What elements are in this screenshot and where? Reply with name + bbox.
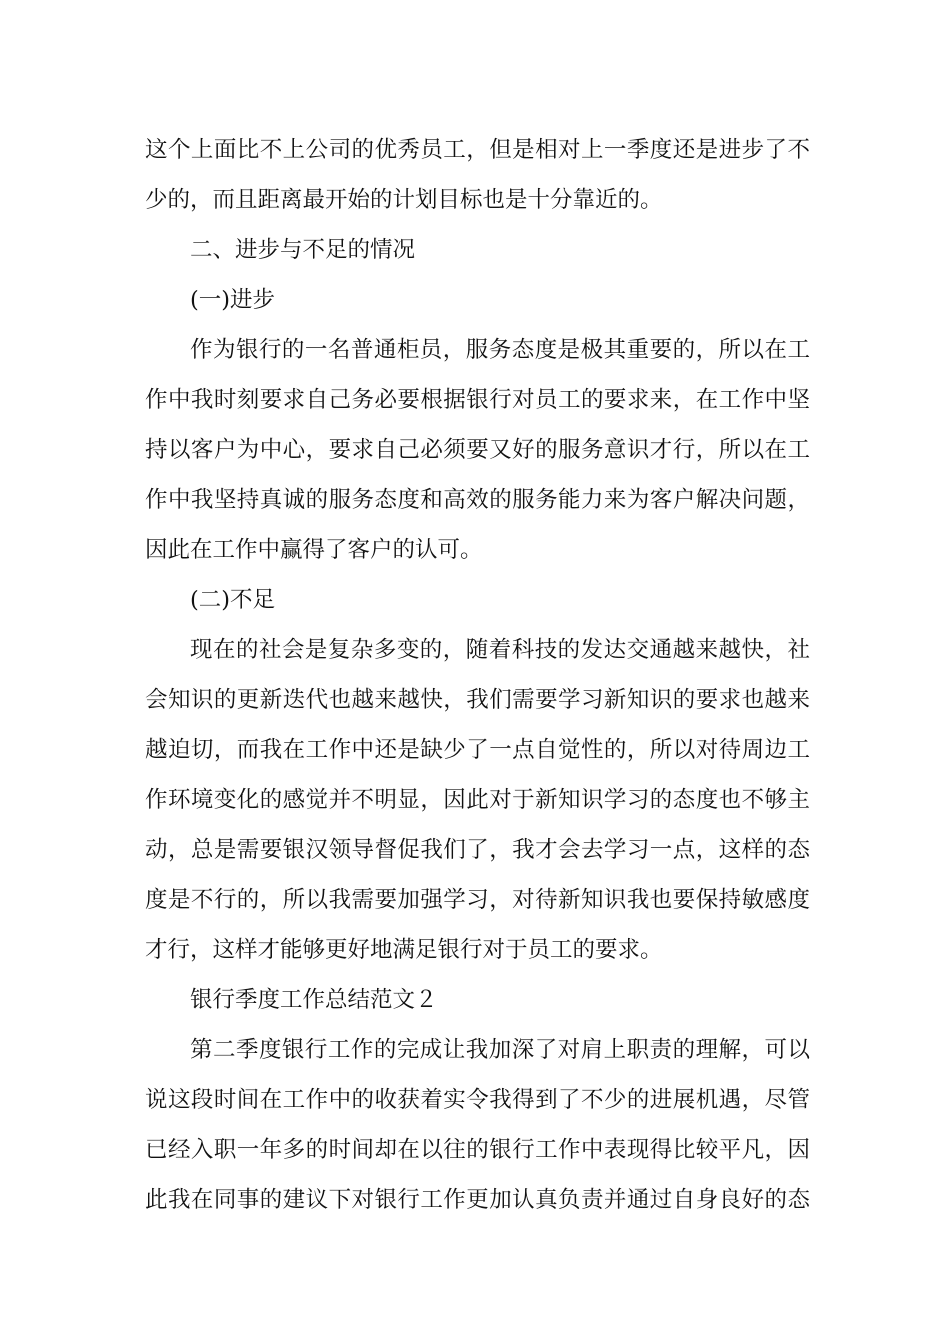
text-line: 此我在同事的建议下对银行工作更加认真负责并通过自身良好的态 bbox=[145, 1187, 810, 1213]
subsection-heading: (一)进步 bbox=[190, 287, 276, 313]
text-line: 作为银行的一名普通柜员，服务态度是极其重要的，所以在工 bbox=[190, 337, 810, 363]
text-line: 度是不行的，所以我需要加强学习，对待新知识我也要保持敏感度 bbox=[145, 887, 810, 913]
text-line: 已经入职一年多的时间却在以往的银行工作中表现得比较平凡，因 bbox=[145, 1137, 810, 1163]
text-line: 少的，而且距离最开始的计划目标也是十分靠近的。 bbox=[145, 187, 663, 213]
section-heading: 二、进步与不足的情况 bbox=[190, 237, 416, 263]
text-line: 会知识的更新迭代也越来越快，我们需要学习新知识的要求也越来 bbox=[145, 687, 810, 713]
text-line: 现在的社会是复杂多变的，随着科技的发达交通越来越快，社 bbox=[190, 637, 810, 663]
text-line: 这个上面比不上公司的优秀员工，但是相对上一季度还是进步了不 bbox=[145, 137, 810, 163]
article-title: 银行季度工作总结范文２ bbox=[190, 987, 438, 1013]
text-line: 因此在工作中赢得了客户的认可。 bbox=[145, 537, 483, 563]
text-line: 才行，这样才能够更好地满足银行对于员工的要求。 bbox=[145, 937, 663, 963]
text-line: 作中我时刻要求自己务必要根据银行对员工的要求来，在工作中坚 bbox=[145, 387, 810, 413]
subsection-heading: (二)不足 bbox=[190, 587, 276, 613]
text-line: 动，总是需要银汉领导督促我们了，我才会去学习一点，这样的态 bbox=[145, 837, 810, 863]
text-line: 持以客户为中心，要求自己必须要又好的服务意识才行，所以在工 bbox=[145, 437, 810, 463]
text-line: 作中我坚持真诚的服务态度和高效的服务能力来为客户解决问题， bbox=[145, 487, 810, 513]
text-line: 说这段时间在工作中的收获着实令我得到了不少的进展机遇，尽管 bbox=[145, 1087, 810, 1113]
text-line: 第二季度银行工作的完成让我加深了对肩上职责的理解，可以 bbox=[190, 1037, 810, 1063]
text-line: 越迫切，而我在工作中还是缺少了一点自觉性的，所以对待周边工 bbox=[145, 737, 810, 763]
text-line: 作环境变化的感觉并不明显，因此对于新知识学习的态度也不够主 bbox=[145, 787, 810, 813]
